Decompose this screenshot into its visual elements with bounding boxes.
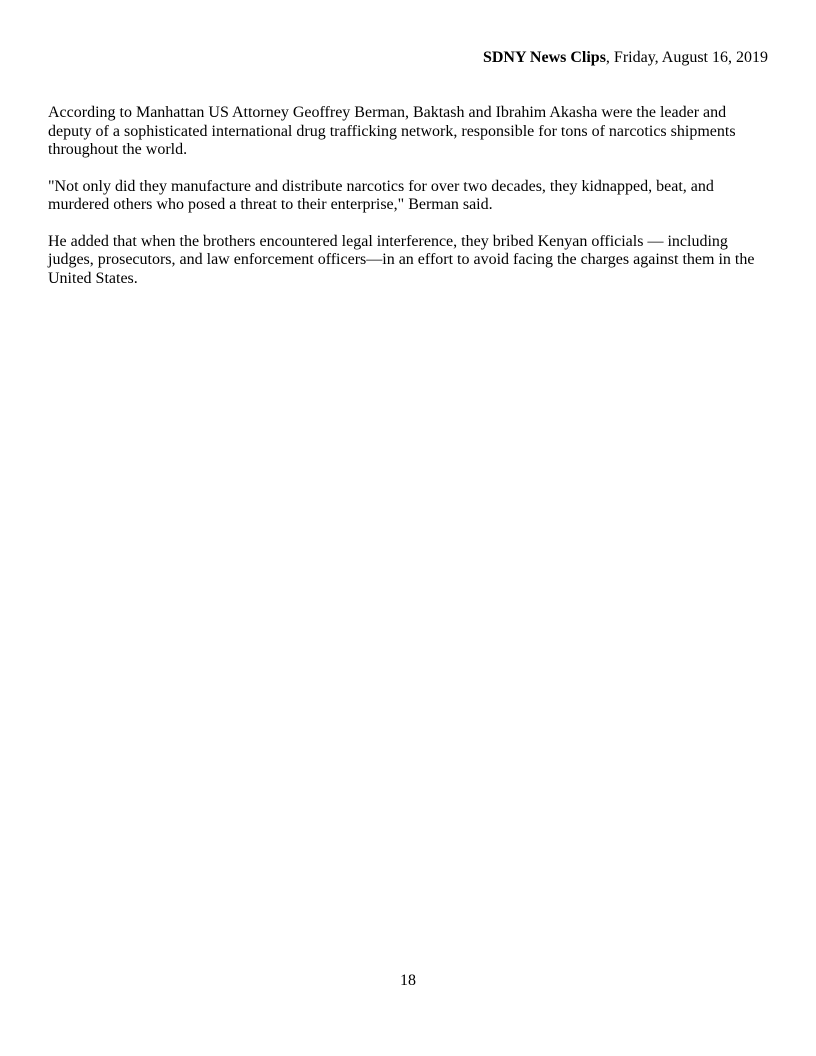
paragraph: "Not only did they manufacture and distribute narcotics for over two decades, they kidnapped, beat, and murdered others who posed a threat to their enterprise," Berman said. [48,177,714,213]
paragraph: He added that when the brothers encountered legal interference, they bribed Kenyan officials — including judges, prosecutors, and law enforcement officers—in an effort to avoid facing the charges against them in the United States. [48,232,755,287]
page-number: 18 [400,972,416,989]
header-date: Friday, August 16, 2019 [609,49,768,66]
publication-name: SDNY News Clips [482,49,606,66]
page-header [483,48,768,68]
header-separator: , [605,49,610,66]
paragraph: According to Manhattan US Attorney Geoffrey Berman, Baktash and Ibrahim Akasha were the leader and deputy of a sophisticated international drug trafficking network, responsible for tons of narcotics shipments throughout the world. [48,104,736,158]
article-body [48,104,768,306]
